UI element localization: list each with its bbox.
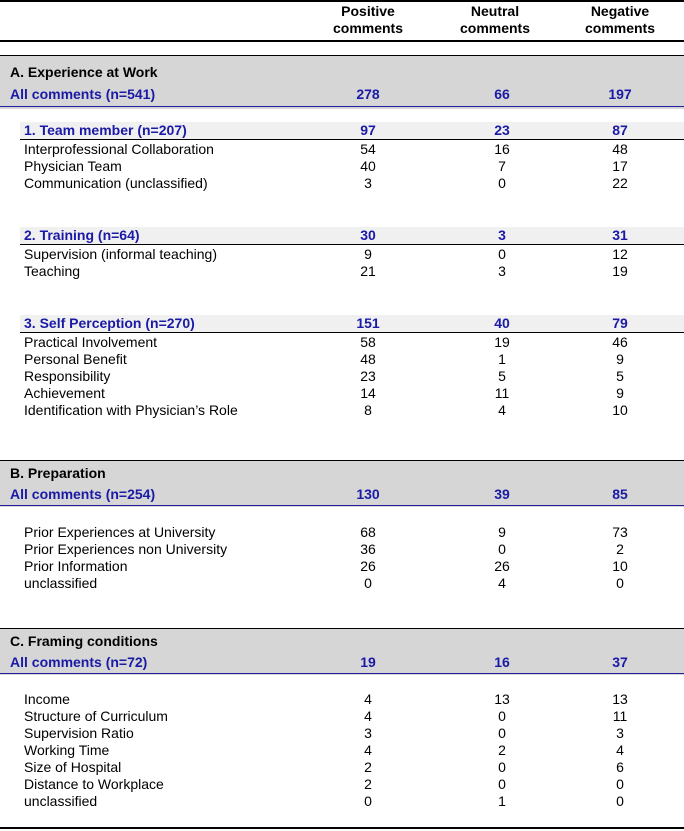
- section-c-rule: [0, 628, 684, 629]
- header-rule: [0, 40, 684, 42]
- header-negative: Negative comments: [584, 3, 656, 36]
- table-row: unclassified 0 4 0: [24, 575, 624, 591]
- table-row: Prior Experiences at University 68 9 73: [24, 524, 628, 540]
- table-row: Supervision Ratio 3 0 3: [24, 725, 624, 741]
- table-row: Structure of Curriculum 4 0 11: [24, 708, 628, 724]
- table-row: Practical Involvement 58 19 46: [24, 334, 628, 350]
- table-row: Physician Team 40 7 17: [24, 158, 628, 174]
- section-c-all-rule: [0, 673, 684, 674]
- section-a-all-row: All comments (n=541) 278 66 197: [10, 86, 632, 102]
- table-top-rule: [0, 0, 684, 2]
- group-3-rule: [20, 332, 684, 333]
- table-row: Working Time 4 2 4: [24, 742, 624, 758]
- section-b-rule: [0, 460, 684, 461]
- section-b-all-rule: [0, 505, 684, 506]
- table-row: Income 4 13 13: [24, 691, 628, 707]
- table-row: Teaching 21 3 19: [24, 263, 628, 279]
- section-c-all-row: All comments (n=72) 19 16 37: [10, 654, 628, 670]
- table-bottom-rule: [0, 827, 684, 829]
- section-a-all-rule: [0, 106, 684, 107]
- header-neutral: Neutral comments: [459, 3, 531, 36]
- section-a-rule: [0, 55, 684, 56]
- table-row: Achievement 14 11 9: [24, 385, 624, 401]
- group-3-title-row: 3. Self Perception (n=270) 151 40 79: [24, 315, 628, 331]
- section-b-all-row: All comments (n=254) 130 39 85: [10, 486, 628, 502]
- table-row: Size of Hospital 2 0 6: [24, 759, 624, 775]
- section-a-title: A. Experience at Work: [10, 64, 158, 80]
- table-row: Prior Information 26 26 10: [24, 558, 628, 574]
- table-row: Responsibility 23 5 5: [24, 368, 624, 384]
- header-positive: Positive comments: [332, 3, 404, 36]
- table-row: Interprofessional Collaboration 54 16 48: [24, 141, 628, 157]
- table-row: Personal Benefit 48 1 9: [24, 351, 624, 367]
- table-row: unclassified 0 1 0: [24, 793, 624, 809]
- section-c-title: C. Framing conditions: [10, 633, 158, 649]
- group-1-rule: [20, 139, 684, 140]
- table-row: Distance to Workplace 2 0 0: [24, 776, 624, 792]
- table-row: Communication (unclassified) 3 0 22: [24, 175, 628, 191]
- group-2-rule: [20, 244, 684, 245]
- table-row: Prior Experiences non University 36 0 2: [24, 541, 624, 557]
- table-row: Supervision (informal teaching) 9 0 12: [24, 246, 628, 262]
- section-b-title: B. Preparation: [10, 465, 106, 481]
- group-2-title-row: 2. Training (n=64) 30 3 31: [24, 227, 628, 243]
- group-1-title-row: 1. Team member (n=207) 97 23 87: [24, 122, 628, 138]
- table-row: Identification with Physician’s Role 8 4 10: [24, 402, 628, 418]
